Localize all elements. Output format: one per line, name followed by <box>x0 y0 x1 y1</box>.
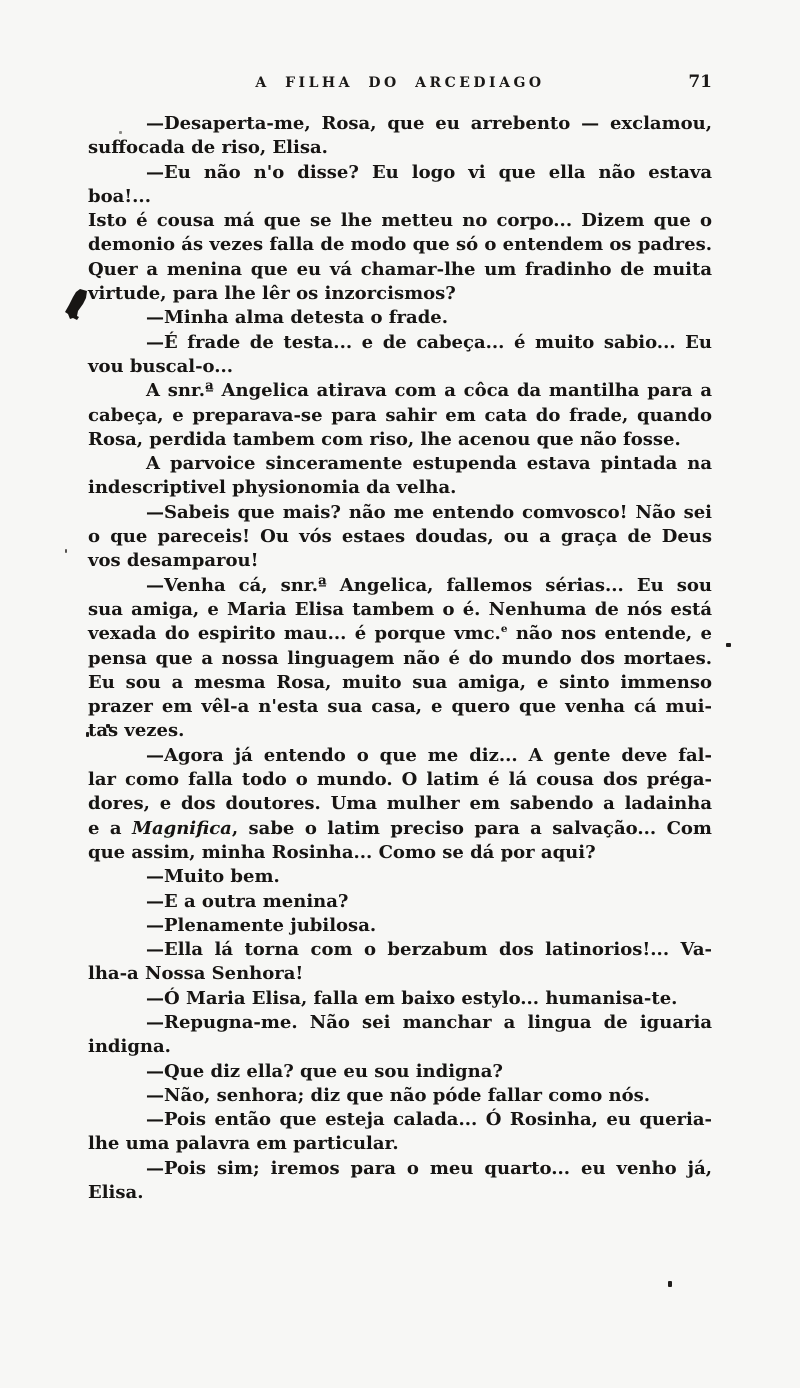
page-number: 71 <box>688 72 712 92</box>
paragraph <box>88 574 712 744</box>
paragraph <box>88 890 712 914</box>
paragraph <box>88 865 712 889</box>
paragraph <box>88 914 712 938</box>
text-line: Rosa, perdida tambem com riso, lhe acenou que não fosse. <box>88 428 681 450</box>
text-line: cabeça, e preparava-se para sahir em cata do frade, quando <box>88 404 712 426</box>
paragraph <box>88 987 712 1011</box>
text-line: indescriptivel physionomia da velha. <box>88 477 457 499</box>
ink-blot-mark <box>65 289 89 323</box>
text-line: —Desaperta-me, Rosa, que eu arrebento — exclamou, <box>146 113 712 134</box>
text-line: —Ella lá torna com o berzabum dos latinorios!... Va- <box>146 939 712 961</box>
text-line: —É frade de testa... e de cabeça... é muito sabio... Eu <box>146 331 712 353</box>
text-line: A snr.ª Angelica atirava com a côca da mantilha para a <box>146 380 712 402</box>
text-line: —Pois então que esteja calada... Ó Rosinha, eu queria- <box>146 1109 712 1131</box>
paragraph <box>88 1108 712 1157</box>
paragraph <box>88 1084 712 1108</box>
paragraph <box>88 1011 712 1060</box>
text-line: lhe uma palavra em particular. <box>88 1133 399 1155</box>
text-line: —Minha alma detesta o frade. <box>146 307 448 329</box>
text-line: lar como falla todo o mundo. O latim é lá cousa dos préga- <box>88 769 712 791</box>
text-line: —Venha cá, snr.ª Angelica, fallemos sérias... Eu sou <box>146 574 712 596</box>
paragraph <box>88 1157 712 1206</box>
text-line: o que pareceis! Ou vós estaes doudas, ou a graça de Deus <box>88 526 712 548</box>
text-line: vexada do espirito mau... é porque vmc.$^e$ não nos entende, e <box>88 623 712 645</box>
text-line: e a Magnifica, sabe o latim preciso para a salvação... Com <box>88 817 712 839</box>
text-line: dores, e dos doutores. Uma mulher em sabendo a ladainha <box>88 793 712 815</box>
running-title: A FILHA DO ARCEDIAGO <box>255 75 545 91</box>
text-line: —Repugna-me. Não sei manchar a lingua de iguaria <box>146 1011 712 1033</box>
text-line: —Agora já entendo o que me diz... A gente deve fal- <box>146 744 712 766</box>
text-line: —Muito bem. <box>146 866 280 888</box>
ink-speck <box>668 1281 672 1287</box>
ink-speck <box>726 643 731 647</box>
text-line: tas vezes. <box>88 720 185 742</box>
text-line: demonio ás vezes falla de modo que só o entendem os padres. <box>88 234 712 256</box>
paragraph <box>88 306 712 330</box>
text-line: —Não, senhora; diz que não póde fallar como nós. <box>146 1084 650 1106</box>
text-line: suffocada de riso, Elisa. <box>88 137 328 159</box>
text-line: Eu sou a mesma Rosa, muito sua amiga, e sinto immenso <box>88 671 712 693</box>
text-line: lha-a Nossa Senhora! <box>88 963 304 985</box>
paragraph <box>88 501 712 574</box>
text-line: —Sabeis que mais? não me entendo comvosco! Não sei <box>146 501 712 523</box>
paragraph <box>88 452 712 501</box>
paragraph <box>88 1060 712 1084</box>
text-line: vos desamparou! <box>88 550 259 572</box>
text-line: —E a outra menina? <box>146 890 349 912</box>
text-line: Quer a menina que eu vá chamar-lhe um fradinho de muita <box>88 258 712 280</box>
text-line: pensa que a nossa linguagem não é do mundo dos mortaes. <box>88 647 712 669</box>
text-line: Isto é cousa má que se lhe metteu no corpo... Dizem que o <box>88 210 712 232</box>
text-line: A parvoice sinceramente estupenda estava pintada na <box>146 453 712 475</box>
text-line: indigna. <box>88 1036 171 1058</box>
text-line: virtude, para lhe lêr os inzorcismos? <box>88 283 456 305</box>
paragraph <box>88 331 712 380</box>
paragraph <box>88 938 712 987</box>
paragraph <box>88 379 712 452</box>
text-line: prazer em vêl-a n'esta sua casa, e quero que venha cá mui- <box>88 696 712 718</box>
text-line: Elisa. <box>88 1182 144 1204</box>
paragraph <box>88 161 712 307</box>
text-block <box>88 112 712 1205</box>
text-line: —Pois sim; iremos para o meu quarto... eu venho já, <box>146 1157 712 1179</box>
text-line: —Eu não n'o disse? Eu logo vi que ella não estava boa!... <box>88 161 712 207</box>
text-line: —Ó Maria Elisa, falla em baixo estylo... humanisa-te. <box>146 987 678 1009</box>
text-line: —Plenamente jubilosa. <box>146 914 377 936</box>
text-line: —Que diz ella? que eu sou indigna? <box>146 1060 503 1082</box>
paragraph <box>88 744 712 865</box>
text-line: vou buscal-o... <box>88 355 234 377</box>
paragraph <box>88 112 712 161</box>
text-line: sua amiga, e Maria Elisa tambem o é. Nenhuma de nós está <box>88 598 712 620</box>
text-line: que assim, minha Rosinha... Como se dá por aqui? <box>88 841 596 863</box>
ink-speck <box>65 549 67 553</box>
